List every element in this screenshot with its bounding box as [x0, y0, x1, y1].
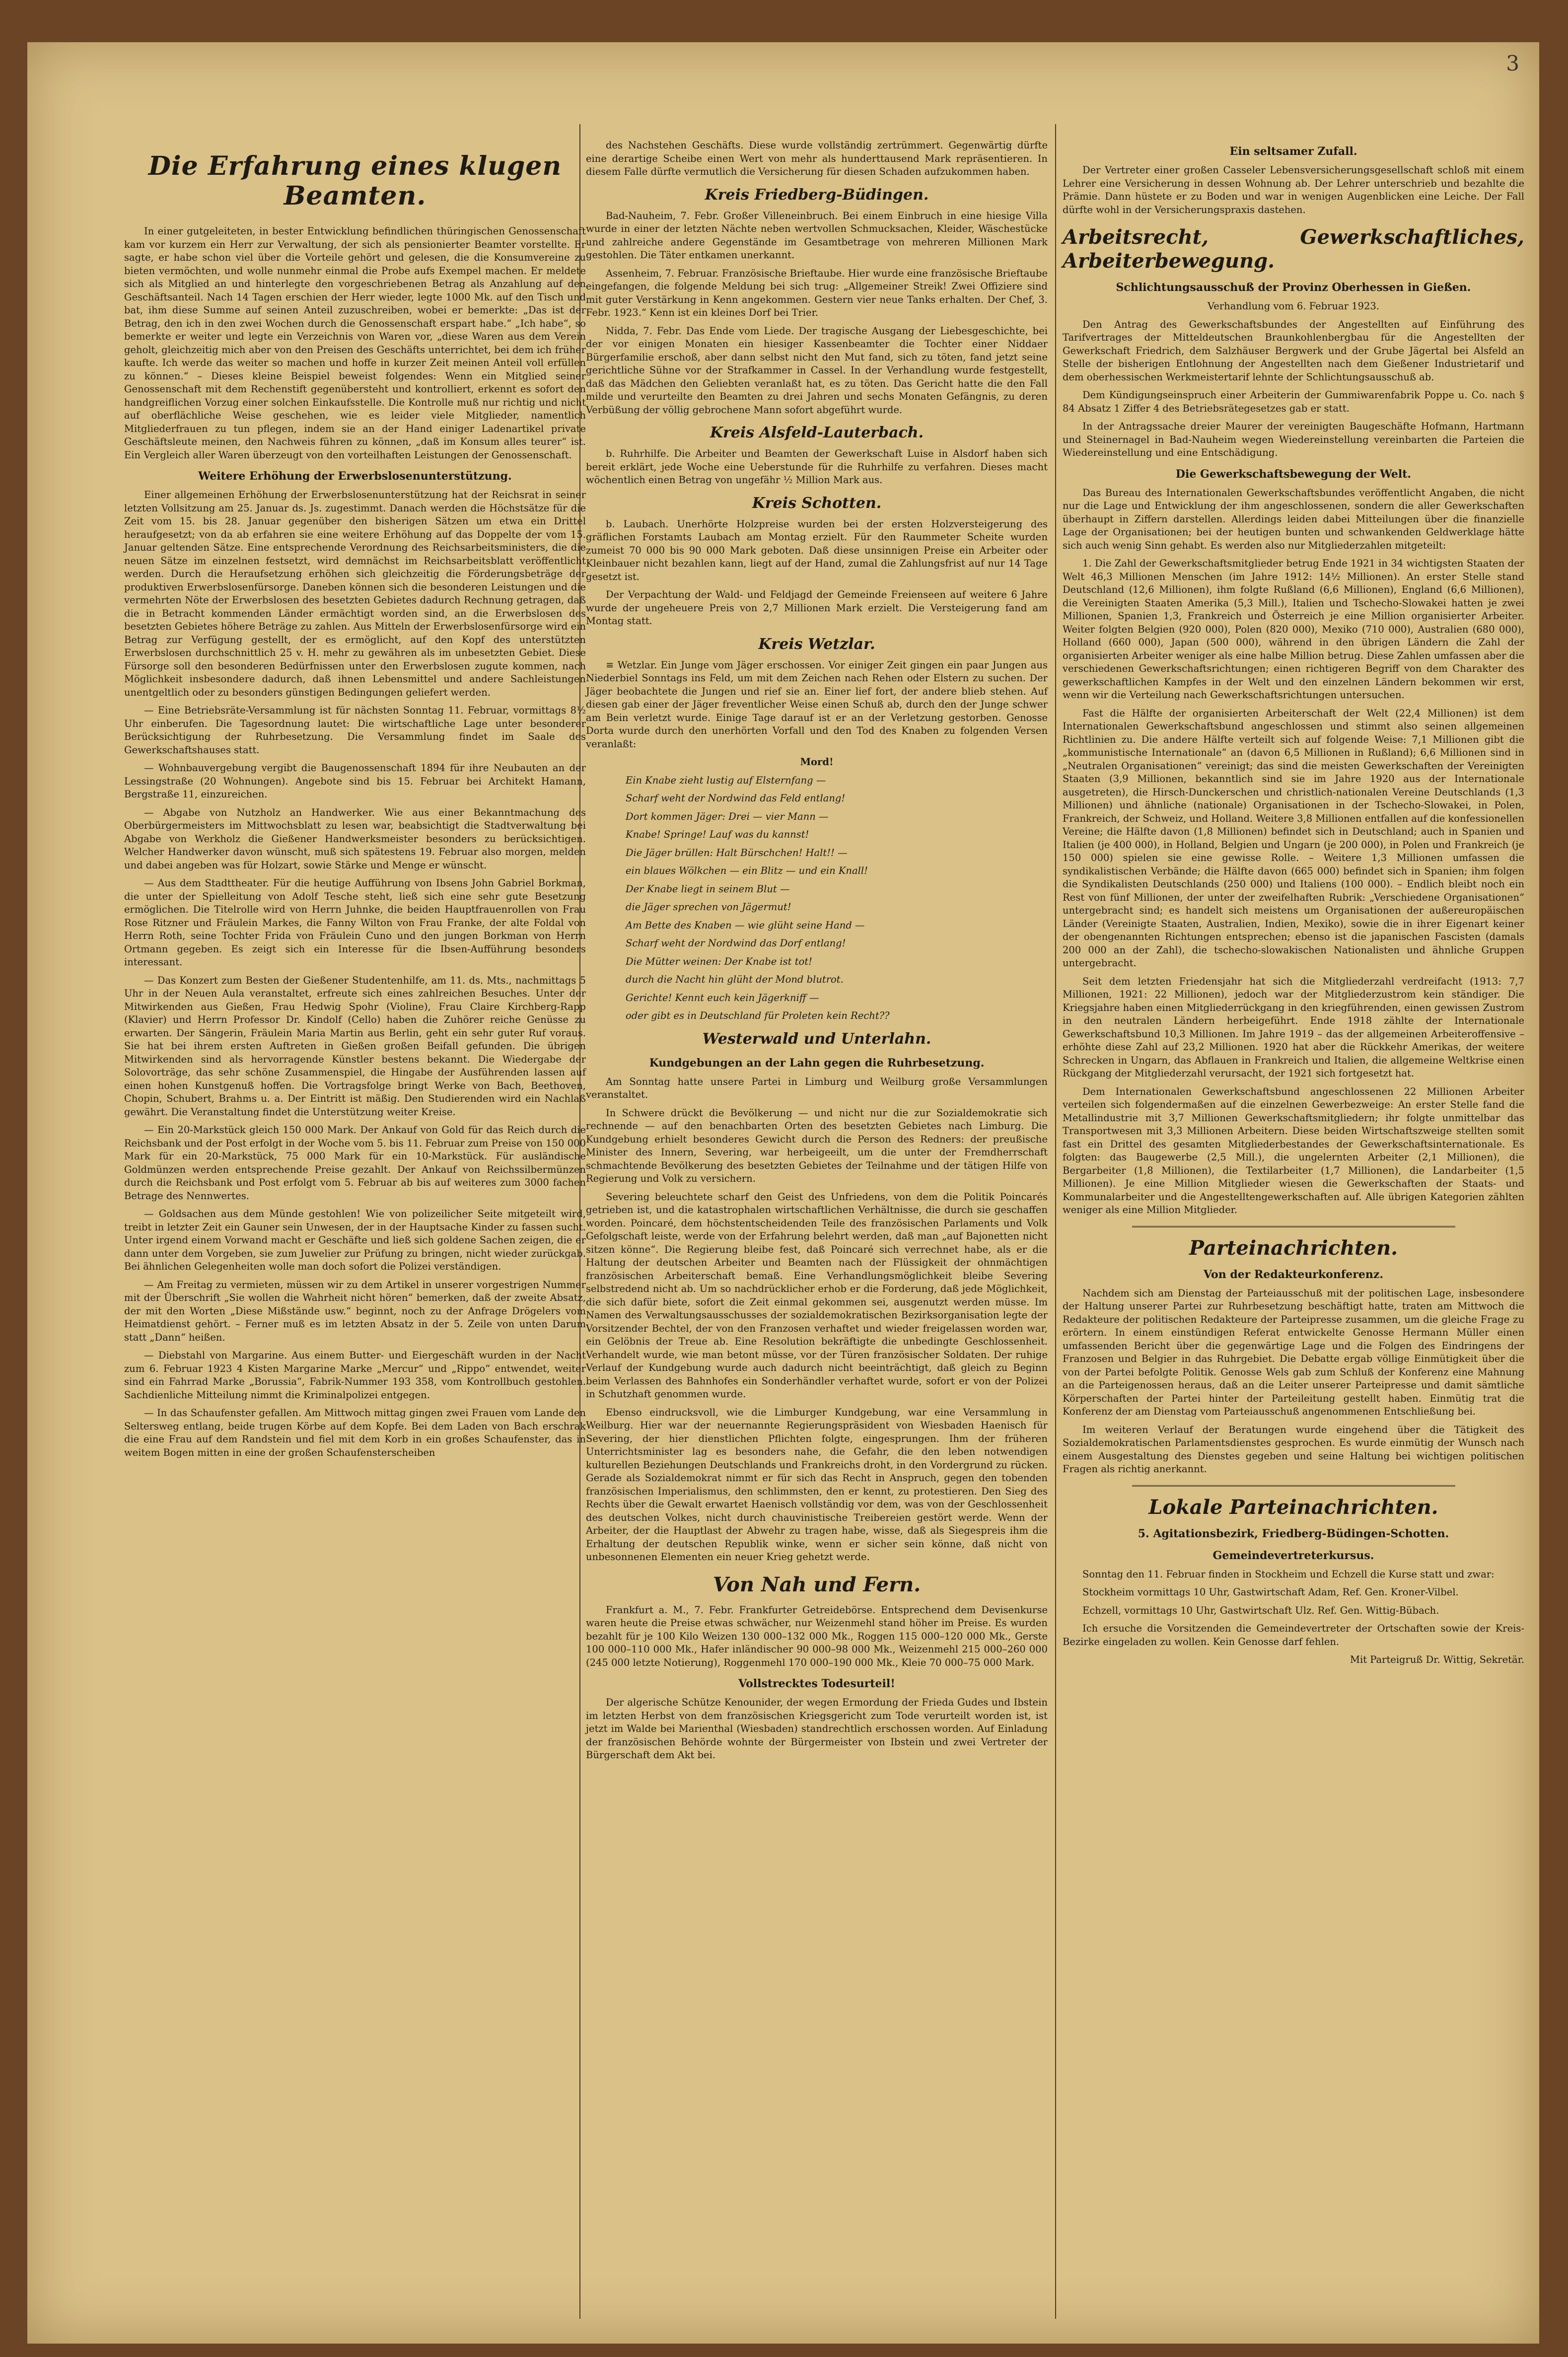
article-paragraph: Ebenso eindrucksvoll, wie die Limburger Kundgebung, war eine Versammlung in Weilburg. Hier war der neuernannte Regierungspräsident von Wiesbaden Haenisch für Severing, der hier dienstlichen Pflichten folgte, eingesprungen. Ihm der früheren Unterrichtsminister lag es besonders nahe, die Gefahr, die den leben notwendigen kulturellen Beziehungen Deutschlands und Frankreichs droht, in den Vordergrund zu rücken. Gerade als Sozialdemokrat nimmt er für sich das Recht in Anspruch, gegen den tobenden französischen Imperialismus, den schlimmsten, den er kennt, zu protestieren. Den Sieg des Rechts über die Gewalt erwartet Haenisch vollständig vor dem, was von der Geschlossenheit des deutschen Volkes, nicht durch chauvinistische Treibereien gestört werde. Wenn der Arbeiter, der die Hauptlast der Abwehr zu tragen habe, wisse, daß als Siegespreis ihm die Erhaltung der deutschen Republik winke, wenn er sicher sein könne, daß nicht von unbesonnenen Elementen ein neuer Krieg gehetzt werde. [586, 1406, 1048, 1563]
poem-line: Scharf weht der Nordwind das Feld entlang! [626, 792, 846, 804]
article-paragraph: — Aus dem Stadttheater. Für die heutige Aufführung von Ibsens John Gabriel Borkman, die unter der Spielleitung von Adolf Tesche steht, ließ sich eine sehr gute Besetzung ermöglichen. Die Titelrolle wird von Herrn Juhnke, die beiden Hauptfrauenrollen von Frau Rose Ritzner und Fräulein Markes, die Fanny Wilton von Frau Franke, der alte Foldal von Herrn Roth, seine Tochter Frida von Fräulein Cuno und den jungen Borkman von Herrn Ortmann gegeben. Es zeigt sich ein Interesse für die Ibsen-Aufführung besonders interessant. [124, 877, 586, 968]
column-3 [1063, 117, 1524, 1672]
article-paragraph: ≡ Wetzlar. Ein Junge vom Jäger erschossen. Vor einiger Zeit gingen ein paar Jungen aus Niederbiel Sonntags ins Feld, um mit dem Zeichen nach Rehen oder Elstern zu suchen. Der Jäger beobachtete die Jungen und rief sie an. Einer lief fort, der andere blieb stehen. Auf diesen gab einer der Jäger freventlicher Weise einen Schuß ab, durch den der Junge schwer am Bein verletzt wurde. Einige Tage darauf ist er an der Verletzung gestorben. Genosse Dorta wurde durch den unerhörten Vorfall und den Tod des Knaben zu folgenden Versen veranlaßt: [586, 659, 1048, 750]
article-heading: Kundgebungen an der Lahn gegen die Ruhrbesetzung. [649, 1056, 985, 1070]
section-heading: Westerwald und Unterlahn. [702, 1030, 931, 1048]
article-paragraph: Fast die Hälfte der organisierten Arbeiterschaft der Welt (22,4 Millionen) ist dem Internationalen Gewerkschaftsbund angeschlossen und stimmt also seinen allgemeinen Richtlinien zu. Die andere Hälfte verteilt sich auf folgende Weise: 7,1 Millionen gibt die „kommunistische Internationale“ an (davon 6,5 Millionen in Rußland); 6,6 Millionen sind in „Neutralen Organisationen“ vereinigt; das sind die meisten Gewerkschaften der Vereinigten Staaten (3,9 Millionen, bekanntlich sind sie im Jahre 1920 aus der Internationale ausgetreten), die Hirsch-Dunckerschen und christlich-nationalen Vereine Deutschlands (1,3 Millionen) und ähnliche (nationale) Organisationen in der Tschecho-Slowakei, in Polen, Frankreich, der Schweiz, und Holland. Weitere 3,8 Millionen entfallen auf die konfessionellen Vereine; die Hälfte davon (1,8 Millionen) befindet sich in Deutschland; auch in Spanien und Italien (je 400 000), in Holland, Belgien und Ungarn (je 200 000), in Polen und Frankreich (je 150 000) spielen sie eine gewisse Rolle. – Weitere 1,3 Millionen umfassen die syndikalistischen Verbände; die Hälfte davon (665 000) befindet sich in Spanien; ihm folgen die Syndikalisten Deutschlands (250 000) und Italiens (100 000). – Endlich bleibt noch ein Rest von fünf Millionen, der unter der zweifelhaften Rubrik: „Verschiedene Organisationen“ untergebracht sind; es handelt sich meistens um Organisationen der außereuropäischen Länder (Vereinigte Staaten, Australien, Indien, Mexiko), sowie die in ihrer Eigenart keiner der obengenannten Richtungen entsprechen; ebenso ist die japanischen Fascisten (damals 200 000 an der Zahl), die tschecho-slowakischen Nationalisten und ähnliche Gruppen untergebracht. [1063, 707, 1524, 969]
article-paragraph: — Abgabe von Nutzholz an Handwerker. Wie aus einer Bekanntmachung des Oberbürgermeisters im Mittwochsblatt zu lesen war, beabsichtigt die Stadtverwaltung bei Abgabe von Werkholz die Gießener Handwerksmeister besonders zu berücksichtigen. Welcher Handwerker davon wünscht, muß sich spätestens 19. Februar also morgen, melden und dabei angeben was für Holzart, sowie Stärke und Menge er wünscht. [124, 806, 586, 871]
article-paragraph: — Ein 20-Markstück gleich 150 000 Mark. Der Ankauf von Gold für das Reich durch die Reichsbank und der Post erfolgt in der Woche vom 5. bis 11. Februar zum Preise von 150 000 Mark für ein 20-Markstück, 75 000 Mark für ein 10-Markstück. Für ausländische Goldmünzen werden entsprechende Preise gezahlt. Der Ankauf von Reichssilbermünzen durch die Reichsbank und Post erfolgt vom 5. Februar ab bis auf weiteres zum 3000 fachen Betrage des Nennwertes. [124, 1124, 586, 1202]
poem-line: die Jäger sprechen von Jägermut! [626, 901, 791, 913]
section-heading: Von Nah und Fern. [713, 1572, 921, 1596]
article-paragraph: — Goldsachen aus dem Münde gestohlen! Wie von polizeilicher Seite mitgeteilt wird, treibt in letzter Zeit ein Gauner sein Unwesen, der in der Hauptsache Kinder zu fassen sucht. Unter irgend einem Vorwand macht er Geschäfte und ließ sich goldene Sachen zeigen, die er dann unter dem Vorgeben, sie zum Juwelier zur Prüfung zu bringen, nicht wieder zurückgab. Bei ähnlichen Gelegenheiten wolle man doch sofort die Polizei verständigen. [124, 1208, 586, 1272]
poem-line: Gerichte! Kennt euch kein Jägerkniff — [626, 992, 819, 1003]
article-paragraph: Der Verpachtung der Wald- und Feldjagd der Gemeinde Freienseen auf weitere 6 Jahre wurde der ungeheuere Preis von 2,7 Millionen Mark erzielt. Die Versteigerung fand am Montag statt. [586, 589, 1048, 627]
article-paragraph: — Wohnbauvergebung vergibt die Baugenossenschaft 1894 für ihre Neubauten an der Lessingstraße (20 Wohnungen). Angebote sind bis 15. Februar bei Architekt Hamann, Bergstraße 11, einzureichen. [124, 762, 586, 800]
article-paragraph: In Schwere drückt die Bevölkerung — und nicht nur die zur Sozialdemokratie sich rechnende — auf den benachbarten Orten des besetzten Gebietes nach Limburg. Die Kundgebung erhielt besonderes Gewicht durch die Person des Redners: der preußische Minister des Innern, Severing, war herbeigeeilt, um die unter der Fremdherrschaft schmachtende Bevölkerung des besetzten Gebietes der Teilnahme und der tätigen Hilfe von Regierung und Volk zu versichern. [586, 1107, 1048, 1184]
article-paragraph: Sonntag den 11. Februar finden in Stockheim und Echzell die Kurse statt und zwar: [1082, 1568, 1495, 1580]
section-heading: Kreis Alsfeld-Lauterbach. [710, 424, 924, 441]
article-paragraph: Seit dem letzten Friedensjahr hat sich die Mitgliederzahl verdreifacht (1913: 7,7 Millionen, 1921: 22 Millionen), jedoch war der Mitgliederzustrom kein ständiger. Die Kriegsjahre haben einen Mitgliederrückgang in den kriegführenden, einen gewissen Zustrom in den neutralen Ländern herbeigeführt. Ende 1918 zählte der Internationale Gewerkschaftsbund 10,3 Millionen. Im Jahre 1919 – das der allgemeinen Arbeiteroffensive – erhöhte diese Zahl auf 23,2 Millionen. 1920 hat aber die Rückkehr Amerikas, der weitere Schrecken in Ungarn, das Abflauen in Frankreich und Italien, die allgemeine Weltkrise einen Rückgang der Mitgliederzahl verursacht, der 1921 sich fortgesetzt hat. [1063, 975, 1524, 1079]
column-2 [586, 117, 1048, 1767]
article-heading: Weitere Erhöhung der Erwerbslosenunterstützung. [198, 470, 512, 483]
article-paragraph: Stockheim vormittags 10 Uhr, Gastwirtschaft Adam, Ref. Gen. Kroner-Vilbel. [1082, 1586, 1459, 1598]
section-heading: Lokale Parteinachrichten. [1148, 1495, 1438, 1519]
article-paragraph: Assenheim, 7. Februar. Französische Brieftaube. Hier wurde eine französische Brieftaube eingefangen, die folgende Meldung bei sich trug: „Allgemeiner Streik! Zwei Offiziere sind mit guter Verstärkung in Kenn angekommen. Gestern vier neue Tanks erhalten. Der Chef, 3. Febr. 1923.“ Kenn ist ein kleines Dorf bei Trier. [586, 267, 1048, 318]
section-heading: Arbeitsrecht, Gewerkschaftliches, Arbeiterbewegung. [1063, 225, 1524, 273]
section-heading: Kreis Friedberg-Büdingen. [705, 186, 929, 204]
article-paragraph: des Nachstehen Geschäfts. Diese wurde vollständig zertrümmert. Gegenwärtig dürfte eine derartige Scheibe einen Wert von mehr als hunderttausend Mark repräsentieren. In diesem Falle dürfte vermutlich die Versicherung für diesen Schaden aufzukommen haben. [586, 140, 1048, 177]
poem-title: Mord! [800, 756, 834, 768]
article-paragraph: — In das Schaufenster gefallen. Am Mittwoch mittag gingen zwei Frauen vom Lande den Seltersweg entlang, beide trugen Körbe auf dem Kopfe. Bei dem Laden von Bach erschrak die eine Frau auf dem Randstein und fiel mit dem Korb in ein großes Schaufenster, das in weitem Bogen mitten in eine der großen Schaufensterscheiben [124, 1407, 586, 1458]
article-paragraph: Der algerische Schütze Kenounider, der wegen Ermordung der Frieda Gudes und Ibstein im letzten Herbst von dem französischen Kriegsgericht zum Tode verurteilt worden ist, ist jetzt im Walde bei Marienthal (Wiesbaden) standrechtlich erschossen worden. Auf Einladung der französischen Behörde wohnte der Bürgermeister von Ibstein und zwei Vertreter der Bürgerschaft dem Akt bei. [586, 1697, 1048, 1761]
section-heading: Kreis Wetzlar. [758, 635, 875, 653]
article-paragraph: — Am Freitag zu vermieten, müssen wir zu dem Artikel in unserer vorgestrigen Nummer mit der Überschrift „Sie wollen die Wahrheit nicht hören“ bemerken, daß der zweite Absatz, der mit den Worten „Diese Mißstände usw.“ beginnt, noch zu der Anfrage Drögelers vom Heimatdienst gehört. – Ferner muß es im letzten Absatz in der 5. Zeile von unten Darum statt „Dann“ heißen. [124, 1279, 586, 1343]
poem-line: Der Knabe liegt in seinem Blut — [626, 883, 790, 895]
article-paragraph: Bad-Nauheim, 7. Febr. Großer Villeneinbruch. Bei einem Einbruch in eine hiesige Villa wurde in einer der letzten Nächte neben wertvollen Schmucksachen, Kleider, Wäschestücke und zahlreiche andere Gegenstände im Gesamtbetrage von mehreren Millionen Mark gestohlen. Die Täter entkamen unerkannt. [586, 210, 1048, 261]
article-paragraph: Dem Kündigungseinspruch einer Arbeiterin der Gummiwarenfabrik Poppe u. Co. nach § 84 Absatz 1 Ziffer 4 des Betriebsrätegesetzes gab er statt. [1063, 389, 1524, 414]
article-paragraph: Den Antrag des Gewerkschaftsbundes der Angestellten auf Einführung des Tarifvertrages der Mitteldeutschen Braunkohlenbergbau für die Angestellten der Gewerkschaft Friedrich, dem Salzhäuser Bergwerk und der Grube Jägertal bei Alsfeld an Stelle der bisherigen Entlohnung der Angestellten nach dem Gießener Industrietarif und dem oberhessischen Werkmeistertarif lehnte der Schlichtungsausschuß ab. [1063, 318, 1524, 383]
article-title: Die Erfahrung eines klugen Beamten. [148, 151, 562, 211]
article-paragraph: Im weiteren Verlauf der Beratungen wurde eingehend über die Tätigkeit des Sozialdemokratischen Parlamentsdienstes gesprochen. Es wurde einmütig der Wunsch nach einem Ausgestaltung des Dienstes gegeben und seine Haltung bei wichtigen politischen Fragen als richtig anerkannt. [1063, 1424, 1524, 1475]
article-heading: Vollstrecktes Todesurteil! [738, 1677, 895, 1690]
article-paragraph: Severing beleuchtete scharf den Geist des Unfriedens, von dem die Politik Poincarés getrieben ist, und die katastrophalen wirtschaftlichen Verhältnisse, die durch sie geschaffen worden. Poincaré, dem höchstentscheidenden Teile des französischen Parlaments und Volk Gefolgschaft leiste, werde von der Erfahrung belehrt werden, daß man „auf Bajonetten nicht sitzen könne“. Die Regierung bleibe fest, daß Poincaré sich verrechnet habe, als er die Haltung der deutschen Arbeiter und Beamten nach der Flüssigkeit der ohnmächtigen französischen Arbeiterschaft bemaß. Eine Verhandlungsmöglichkeit bleibe Severing selbstredend nicht ab. Um so nachdrücklicher erhob er die Forderung, daß jede Möglichkeit, die sich dafür biete, sofort die Zeit einmal gekommen sei, ausgenutzt werden müsse. Im Namen des Verwaltungsausschusses der sozialdemokratischen Bezirksorganisation legte der Vorsitzender Bechtel, der von den Franzosen verhaftet und wieder freigelassen worden war, ein Gelöbnis der Treue ab. Eine Resolution bekräftigte die unbedingte Geschlossenheit. Verhandelt wurde, wie man betont müsse, vor der Türen französischer Soldaten. Der ruhige Verlauf der Kundgebung wurde auch dadurch nicht beeinträchtigt, daß gleich zu Beginn beim Verlassen des Bahnhofes ein Sonderhändler verhaftet wurde, sofort er von der Polizei in Schutzhaft genommen wurde. [586, 1191, 1048, 1400]
poem-line: oder gibt es in Deutschland für Proleten kein Recht?? [626, 1010, 890, 1021]
article-paragraph: — Eine Betriebsräte-Versammlung ist für nächsten Sonntag 11. Februar, vormittags 8½ Uhr einberufen. Die Tagesordnung lautet: Die wirtschaftliche Lage unter besonderer Berücksichtigung der Ruhrbesetzung. Die Versammlung findet im Saale des Gewerkschaftshauses statt. [124, 705, 586, 756]
newspaper-page [27, 42, 1539, 2344]
poem-line: Ein Knabe zieht lustig auf Elsternfang — [626, 774, 826, 786]
section-heading: Kreis Schotten. [752, 494, 882, 512]
article-paragraph: — Das Konzert zum Besten der Gießener Studentenhilfe, am 11. ds. Mts., nachmittags 5 Uhr in der Neuen Aula veranstaltet, erfreute sich eines zahlreichen Besuches. Unter der Mitwirkenden aus Gießen, Frau Hedwig Spohr (Violine), Frau Claire Kirchberg-Rapp (Klavier) und Herrn Professor Dr. Kindolf (Cello) haben die Zuhörer reiche Genüsse zu erwarten. Der Sängerin, Fräulein Maria Martin aus Berlin, geht ein sehr guter Ruf voraus. Sie hat bei ihrem ersten Auftreten in Gießen großen Beifall gefunden. Die übrigen Mitwirkenden sind als hervorragende Künstler bestens bekannt. Die Wiedergabe der Solovorträge, das sehr schöne Zusammenspiel, die Hingabe der Ausführenden lassen auf einen hohen Kunstgenuß hoffen. Die Vortragsfolge bringt Werke von Bach, Beethoven, Chopin, Schubert, Brahms u. a. Der Eintritt ist mäßig. Den Studierenden wird ein Nachlaß gewährt. Die Veranstaltung findet die Unterstützung weiter Kreise. [124, 974, 586, 1118]
article-paragraph: Nidda, 7. Febr. Das Ende vom Liede. Der tragische Ausgang der Liebesgeschichte, bei der vor einigen Monaten ein hiesiger Kassenbeamter die Tochter einer Niddaer Bürgerfamilie erschoß, aber dann selbst nicht den Mut fand, sich zu töten, fand jetzt seine gerichtliche Sühne vor der Strafkammer in Cassel. In der Verhandlung wurde festgestellt, daß das Mädchen den Geliebten veranlaßt hat, es zu töten. Das Gericht hatte die den Fall milde und verurteilte den Beamten zu drei Jahren und sechs Monaten Gefängnis, zu deren Verbüßung der völlig gebrochene Mann sofort abgeführt wurde. [586, 325, 1048, 416]
article-paragraph: Ich ersuche die Vorsitzenden die Gemeindevertreter der Ortschaften sowie der Kreis-Bezirke eingeladen zu wollen. Kein Genosse darf fehlen. [1063, 1623, 1524, 1647]
article-paragraph: Nachdem sich am Dienstag der Parteiausschuß mit der politischen Lage, insbesondere der Haltung unserer Partei zur Ruhrbesetzung beschäftigt hatte, traten am Mittwoch die Redakteure der politischen Redakteure der Parteipresse zusammen, um die gleiche Frage zu erörtern. In einem einstündigen Referat entwickelte Genosse Hermann Müller einen umfassenden Bericht über die gegenwärtige Lage und die Folgen des Eindringens der Franzosen und Belgier in das Ruhrgebiet. Die Debatte ergab völlige Einmütigkeit über die von der Partei befolgte Politik. Genosse Wels gab zum Schluß der Konferenz eine Mahnung an die Parteigenossen heraus, daß an die Leiter unserer Parteipresse und damit sämtliche Körperschaften der Partei hinter der Parteileitung gestellt haben. Einmütig trat die Konferenz der am Dienstag vom Parteiausschuß angenommenen Entschließung bei. [1063, 1287, 1524, 1417]
article-dateline: Verhandlung vom 6. Februar 1923. [1207, 300, 1379, 312]
column-rule [1055, 124, 1056, 2319]
poem-line: durch die Nacht hin glüht der Mond blutrot. [626, 974, 844, 985]
section-divider [1132, 1226, 1455, 1227]
poem-line: Scharf weht der Nordwind das Dorf entlang! [626, 937, 846, 949]
poem-line: Die Mütter weinen: Der Knabe ist tot! [626, 955, 812, 967]
article-heading: Die Gewerkschaftsbewegung der Welt. [1175, 467, 1412, 481]
article-paragraph: Das Bureau des Internationalen Gewerkschaftsbundes veröffentlicht Angaben, die nicht nur die Lage und Entwicklung der ihm angeschlossenen, sondern die aller Gewerkschaften überhaupt in Ziffern darstellen. Allerdings leiden dabei Mitteilungen über die finanzielle Lage der Organisationen; bei der heutigen bunten und schwankenden Geldwerklage hätte sich auch wenig Sinn gehabt. Es werden also nur Mitgliederzahlen mitgeteilt: [1063, 487, 1524, 551]
article-heading: Von der Redakteurkonferenz. [1203, 1268, 1384, 1281]
article-paragraph: In einer gutgeleiteten, in bester Entwicklung befindlichen thüringischen Genossenschaft kam vor kurzem ein Herr zur Verwaltung, der sich als pensionierter Beamter vorstellte. Er sagte, er habe schon viel über die Vorteile gehört und gelesen, die die Konsumvereine zu bieten vermöchten, und wolle nunmehr einmal die Probe aufs Exempel machen. Er meldete sich als Mitglied an und hinterlegte den vorgeschriebenen Betrag als Anzahlung auf den Geschäftsanteil. Nach 14 Tagen erschien der Herr wieder, legte 1000 Mk. auf den Tisch und bat, ihm diese Summe auf seinen Anteil zuzuschreiben, wobei er bemerkte: „Das ist der Betrag, den ich in den zwei Wochen durch die Genossenschaft erspart habe.“ „Ich habe“, so bemerkte er weiter und legte ein Verzeichnis von Waren vor, „diese Waren aus dem Verein geholt, gleichzeitig mich aber von den Preisen des Geschäfts unterrichtet, bei dem ich früher kaufte. Ich werde das weiter so machen und hoffe in kurzer Zeit meinen Anteil voll erfüllen zu können.“ – Dieses kleine Beispiel beweist folgendes: Wenn ein Mitglied seiner Genossenschaft mit dem Rechenstift gegenübersteht und kontrolliert, erkennt es sofort den handgreiflichen Vorzug einer solchen Einkaufsstelle. Die Kontrolle muß nur richtig und nicht auf oberflächliche Weise geschehen, wie es leider viele Mitglieder, namentlich Mitgliederfrauen zu tun pflegen, indem sie an der Hand einiger Ladenartikel private Geschäftsleute meinen, den Nachweis führen zu können, „daß im Konsum alles teurer“ ist. Ein Vergleich aller Waren überzeugt von den vorteilhaften Leistungen der Genossenschaft. [124, 225, 586, 461]
article-paragraph: — Diebstahl von Margarine. Aus einem Butter- und Eiergeschäft wurden in der Nacht zum 6. Februar 1923 4 Kisten Margarine Marke „Mercur“ und „Rippo“ entwendet, weiter sind ein Fahrrad Marke „Borussia“, Fabrik-Nummer 193 358, vom Kontrollbuch gestohlen. Sachdienliche Mitteilung nimmt die Kriminalpolizei entgegen. [124, 1350, 586, 1401]
signature: Mit Parteigruß Dr. Wittig, Sekretär. [1350, 1654, 1524, 1665]
article-paragraph: Einer allgemeinen Erhöhung der Erwerbslosenunterstützung hat der Reichsrat in seiner letzten Vollsitzung am 25. Januar ds. Js. zugestimmt. Danach werden die Höchstsätze für die Zeit vom 15. bis 28. Januar gegenüber den bisherigen Sätzen um etwa ein Drittel heraufgesetzt; von da ab erfahren sie eine weitere Erhöhung auf das Doppelte der vom 15. Januar geltenden Sätze. Eine entsprechende Verordnung des Reichsarbeitsministers, die die neuen Sätze im einzelnen festsetzt, wird demnächst im Reichsarbeitsblatt veröffentlicht werden. Durch die Heraufsetzung erhöhen sich gleichzeitig die Förderungsbeträge der produktiven Erwerbslosenfürsorge. Daneben können sich die besonderen Leistungen und die vermehrten Nöte der Erwerbslosen des besetzten Gebietes dadurch Rechnung getragen, daß die in Betracht kommenden Länder ermächtigt worden sind, an die Erwerbslosen des besetzten Gebietes höhere Beträge zu zahlen. Aus Mitteln der Erwerbslosenfürsorge wird ein Betrag zur Verfügung gestellt, der es ermöglicht, auf den Kopf des unterstützten Erwerbslosen durchschnittlich 25 v. H. mehr zu gewähren als im unbesetzten Gebiet. Diese Fürsorge soll den besonderen Bedürfnissen unter den Erwerbslosen zugute kommen, nach Möglichkeit insbesondere dadurch, daß ihnen Lebensmittel und andere Sachleistungen unentgeltlich oder zu besonders günstigen Bedingungen geliefert werden. [124, 489, 586, 698]
article-paragraph: Frankfurt a. M., 7. Febr. Frankfurter Getreidebörse. Entsprechend dem Devisenkurse waren heute die Preise etwas schwächer, nur Weizenmehl stand höher im Preise. Es wurden bezahlt für je 100 Kilo Weizen 130 000–132 000 Mk., Roggen 115 000–120 000 Mk., Gerste 100 000–110 000 Mk., Hafer inländischer 90 000–98 000 Mk., Weizenmehl 215 000–260 000 (245 000 letzte Notierung), Roggenmehl 170 000–190 000 Mk., Kleie 70 000–75 000 Mark. [586, 1604, 1048, 1668]
article-heading: Schlichtungsausschuß der Provinz Oberhessen in Gießen. [1116, 281, 1471, 294]
poem-line: ein blaues Wölkchen — ein Blitz — und ein Knall! [626, 865, 868, 876]
poem-line: Die Jäger brüllen: Halt Bürschchen! Halt!! — [626, 847, 848, 858]
article-paragraph: b. Laubach. Unerhörte Holzpreise wurden bei der ersten Holzversteigerung des gräflichen Forstamts Laubach am Montag erzielt. Für den Raummeter Scheite wurden zumeist 70 000 bis 90 000 Mark geboten. Daß diese unsinnigen Preise ein Arbeiter oder Kleinbauer nicht bezahlen kann, liegt auf der Hand, zumal die Zahlungsfrist auf nur 14 Tage gesetzt ist. [586, 518, 1048, 582]
article-paragraph: In der Antragssache dreier Maurer der vereinigten Baugeschäfte Hofmann, Hartmann und Steinernagel in Bad-Nauheim wegen Wiedereinstellung vereinbarten die Parteien die Wiedereinstellung und eine Entschädigung. [1063, 421, 1524, 458]
article-paragraph: Der Vertreter einer großen Casseler Lebensversicherungsgesellschaft schloß mit einem Lehrer eine Versicherung in dessen Wohnung ab. Der Lehrer unterschrieb und bezahlte die Prämie. Dann hüstete er zu Boden und war in wenigen Augenblicken eine Leiche. Der Fall dürfte wohl in der Versicherungspraxis dastehen. [1063, 164, 1524, 215]
article-heading: Gemeindevertreterkursus. [1212, 1549, 1374, 1562]
article-paragraph: b. Ruhrhilfe. Die Arbeiter und Beamten der Gewerkschaft Luise in Alsdorf haben sich bereit erklärt, jede Woche eine Ueberstunde für die Ruhrhilfe zu verfahren. Dieses macht wöchentlich einen Betrag von ungefähr ½ Million Mark aus. [586, 448, 1048, 486]
poem-line: Dort kommen Jäger: Drei — vier Mann — [626, 810, 829, 822]
article-paragraph: Echzell, vormittags 10 Uhr, Gastwirtschaft Ulz. Ref. Gen. Wittig-Bübach. [1082, 1604, 1439, 1616]
column-1 [124, 117, 586, 1464]
article-paragraph: Am Sonntag hatte unsere Partei in Limburg und Weilburg große Versammlungen veranstaltet. [586, 1075, 1048, 1100]
article-heading: 5. Agitationsbezirk, Friedberg-Büdingen-Schotten. [1138, 1527, 1449, 1540]
article-paragraph: 1. Die Zahl der Gewerkschaftsmitglieder betrug Ende 1921 in 34 wichtigsten Staaten der Welt 46,3 Millionen Menschen (im Jahre 1912: 14½ Millionen). An erster Stelle stand Deutschland (12,6 Millionen), ihm folgte Rußland (6,6 Millionen), England (6,6 Millionen), die Vereinigten Staaten Amerika (5,3 Mill.), Italien und Tschecho-Slowakei hatten je zwei Millionen, Spanien 1,3, Frankreich und Österreich je eine Million organisierter Arbeiter. Weiter folgten Belgien (920 000), Polen (820 000), Mexiko (710 000), Australien (680 000), Holland (660 000), Japan (500 000), während in den übrigen Ländern die Zahl der organisierten Arbeiter weniger als eine halbe Million betrug. Diese Zahlen umfassen aber die verschiedenen Gewerkschaftsrichtungen; einen richtigeren Begriff von dem Charakter des gewerkschaftlichen Kampfes in der Welt und den einzelnen Ländern bekommen wir erst, wenn wir die Verteilung nach Gewerkschaftsrichtungen untersuchen. [1063, 558, 1524, 701]
poem-line: Am Bette des Knaben — wie glüht seine Hand — [626, 919, 865, 931]
section-heading: Parteinachrichten. [1189, 1236, 1398, 1260]
section-divider [1132, 1485, 1455, 1487]
article-paragraph: Dem Internationalen Gewerkschaftsbund angeschlossenen 22 Millionen Arbeiter verteilen sich folgendermaßen auf die einzelnen Gewerbezweige: An erster Stelle fand die Metallindustrie mit 3,7 Millionen Gewerkschaftsmitgliedern; ihr folgte unmittelbar das Transportwesen mit 3,3 Millionen Arbeitern. Diese beiden Wirtschaftszweige stellten somit fast ein Drittel des gesamten Mitgliederbestandes der Gewerkschaftsinternationale. Es folgten: das Baugewerbe (2,5 Mill.), die ungelernten Arbeiter (2,1 Millionen), die Bergarbeiter (1,8 Millionen), die Textilarbeiter (1,7 Millionen), die Landarbeiter (1,5 Millionen). Je eine Million Mitglieder wiesen die Gewerkschaften der Staats- und Kommunalarbeiter und die Angestelltengewerkschaften auf. Alle übrigen Kategorien zählten weniger als eine Million Mitglieder. [1063, 1085, 1524, 1215]
article-heading: Ein seltsamer Zufall. [1229, 145, 1357, 158]
poem-line: Knabe! Springe! Lauf was du kannst! [626, 829, 809, 840]
page-number: 3 [1506, 51, 1519, 75]
